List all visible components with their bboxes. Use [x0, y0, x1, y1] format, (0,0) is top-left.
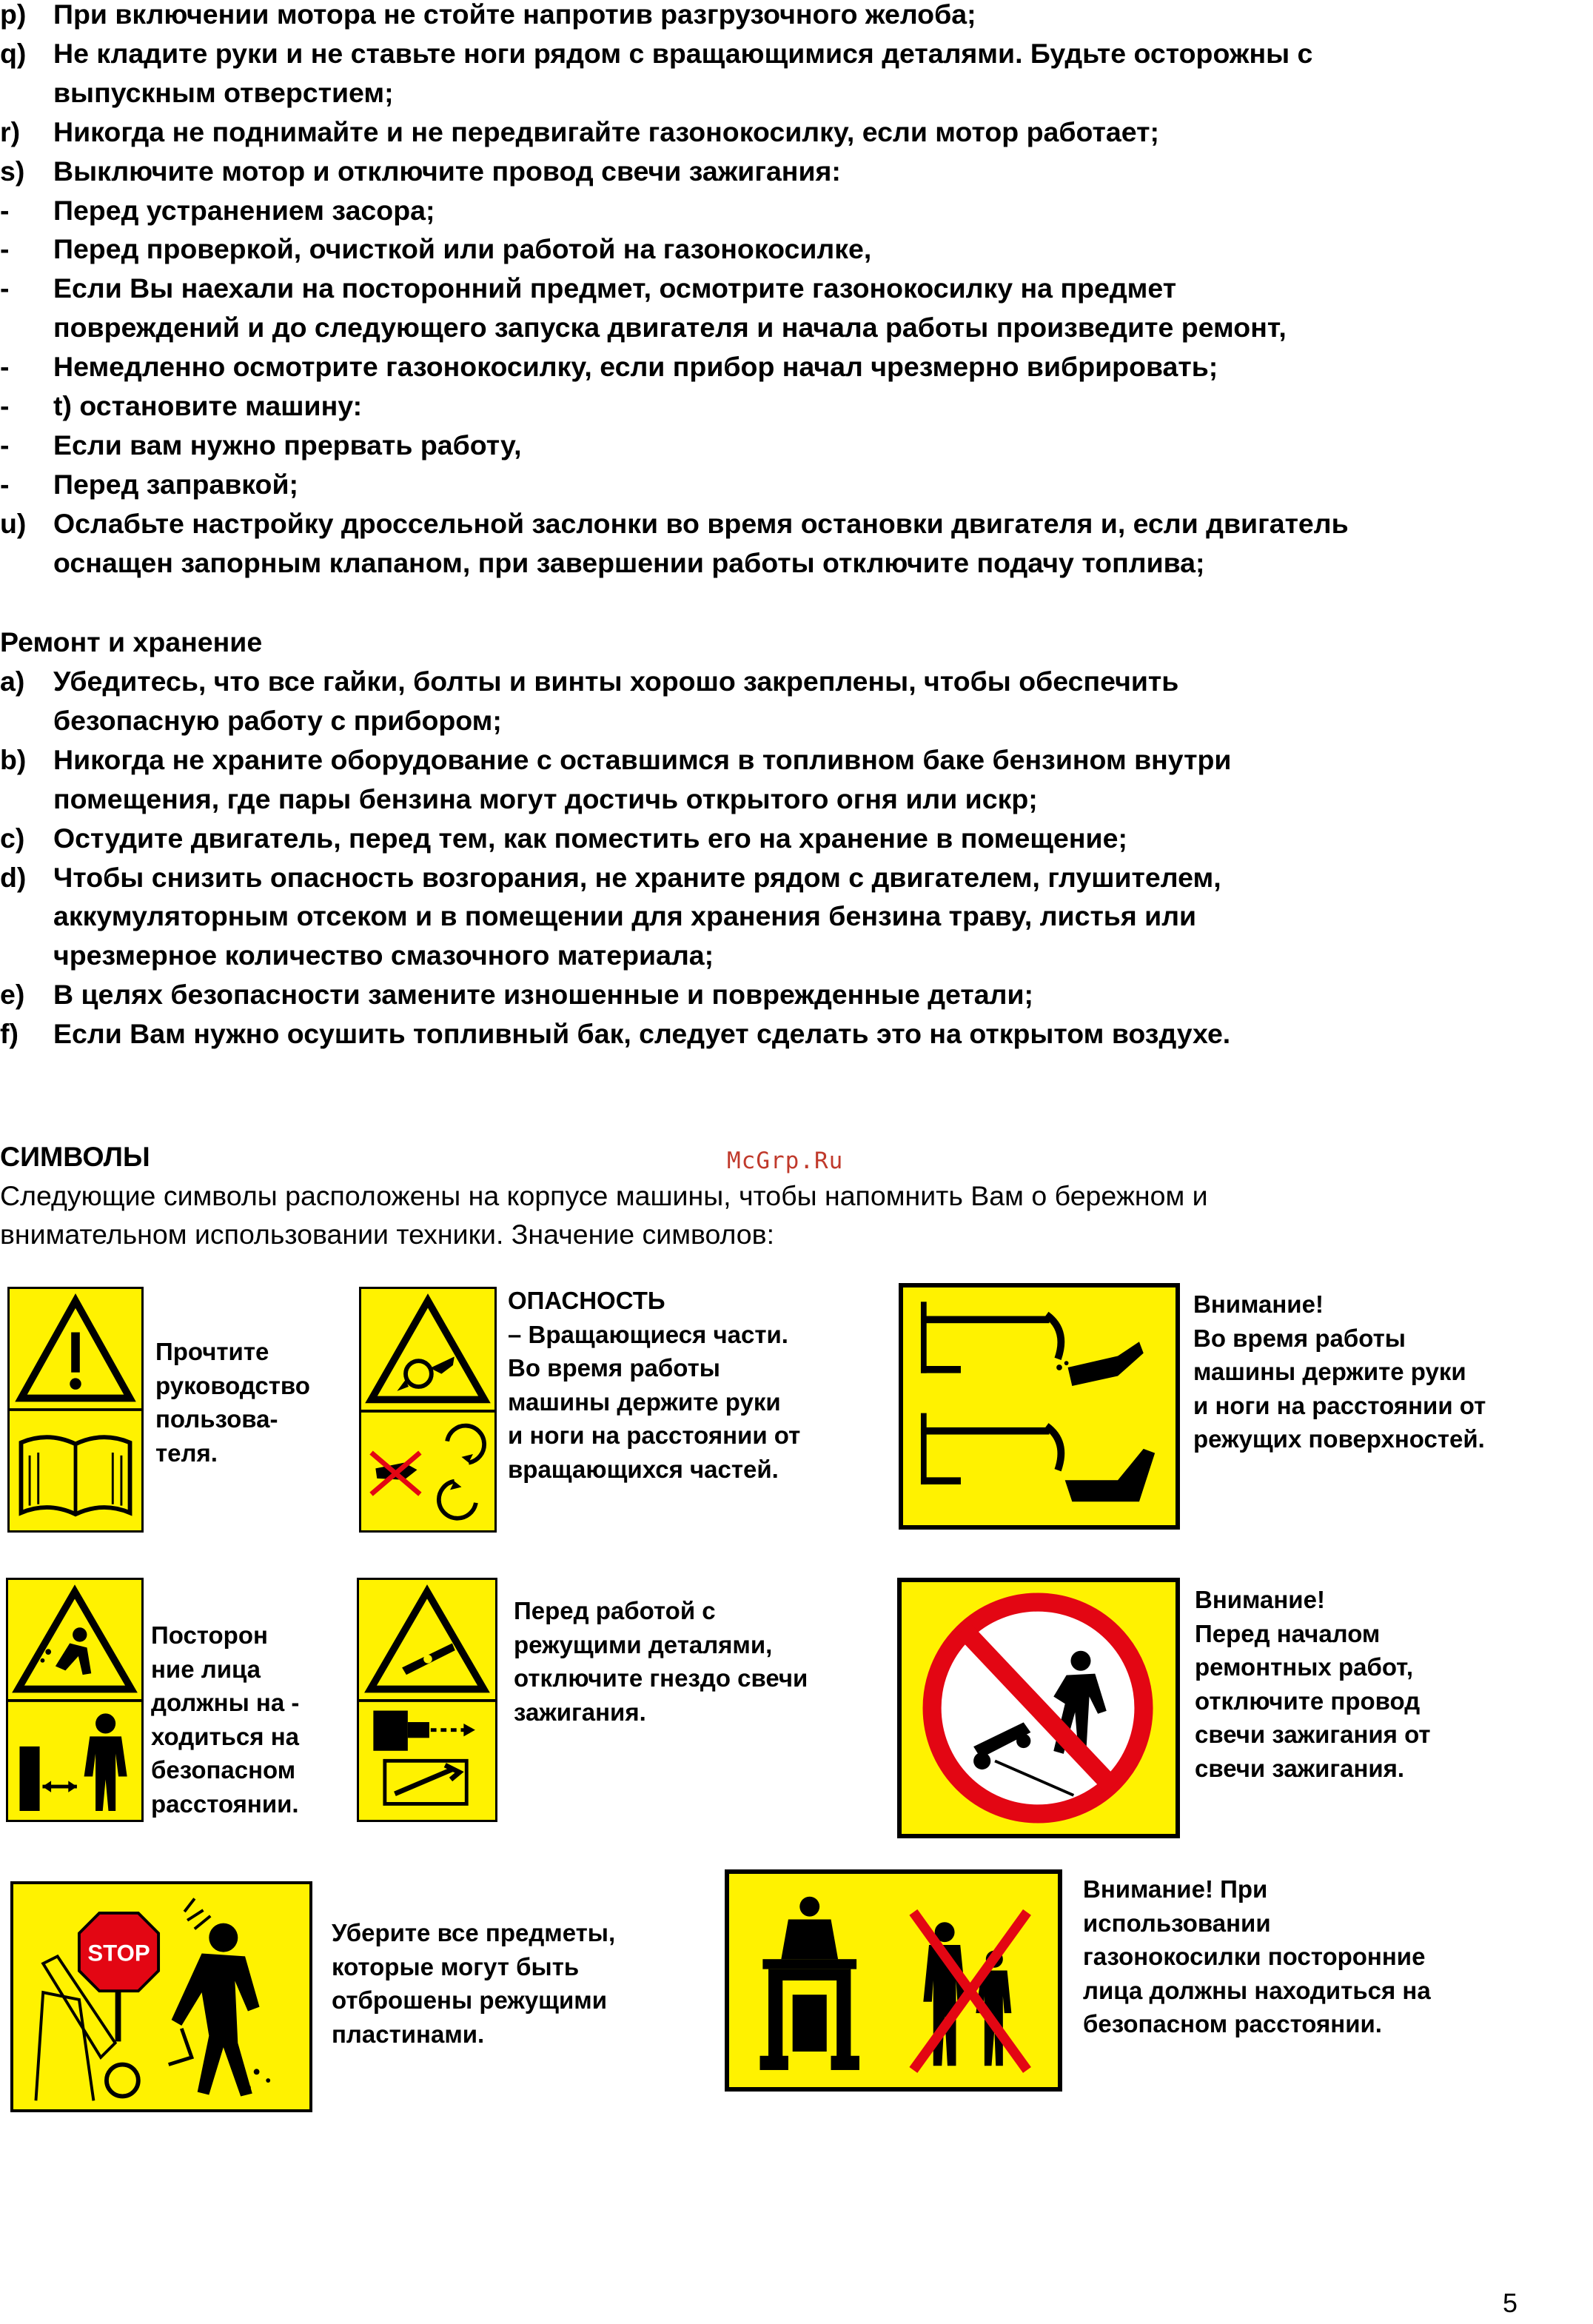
caption-line: которые могут быть: [332, 1952, 580, 1980]
no-repair-while-running-icon: [902, 1582, 1176, 1834]
read-manual-caption: [155, 1335, 310, 1470]
operator-no-bystanders-icon: [729, 1874, 1058, 2087]
cutting-surfaces-sign: [899, 1283, 1180, 1530]
safety-list-item-text: t) остановите машину:: [53, 390, 363, 421]
caption-line: отключите гнездо свечи: [514, 1664, 808, 1692]
caption-line: безопасном: [151, 1756, 296, 1784]
caption-line: Во время работы: [1193, 1324, 1406, 1352]
repair-list-item-label: b): [0, 743, 27, 775]
caption-line: ние лица: [151, 1655, 261, 1683]
caption-line: безопасном расстоянии.: [1083, 2010, 1382, 2037]
symbols-heading: СИМВОЛЫ: [0, 1141, 150, 1172]
repair-list-item-label: a): [0, 666, 25, 697]
spark-plug-cutting-caption: [514, 1594, 808, 1729]
repair-list-item-text: Убедитесь, что все гайки, болты и винты хорошо закреплены, чтобы обеспечить: [53, 666, 1179, 697]
caption-line: Прочтите: [155, 1338, 269, 1365]
repair-list-item-label: e): [0, 979, 25, 1011]
safety-list-item-text: Если вам нужно прервать работу,: [53, 429, 522, 461]
safety-list-item-label: -: [0, 429, 10, 461]
watermark: McGrp.Ru: [727, 1148, 844, 1174]
page-number: 5: [1503, 2288, 1518, 2318]
stop-sign-text: STOP: [87, 1940, 150, 1966]
caption-line: режущими деталями,: [514, 1630, 773, 1658]
caption-line: Внимание!: [1195, 1586, 1325, 1613]
repair-list-item-text: Чтобы снизить опасность возгорания, не храните рядом с двигателем, глушителем,: [53, 861, 1221, 893]
symbols-intro-line-1: Следующие символы расположены на корпусе машины, чтобы напомнить Вам о бережном и: [0, 1180, 1208, 1211]
caption-line: теля.: [155, 1439, 218, 1467]
caption-line: ОПАСНОСТЬ: [508, 1287, 665, 1314]
safety-list-item-text: повреждений и до следующего запуска двигателя и начала работы произведите ремонт,: [53, 312, 1287, 344]
caption-line: должны на -: [151, 1689, 300, 1716]
bystanders-mower-sign: [725, 1869, 1062, 2092]
thrown-objects-person-icon: [8, 1580, 141, 1820]
repair-list-item-label: f): [0, 1018, 19, 1050]
caption-line: Перед работой с: [514, 1597, 716, 1624]
blade-hand-foot-icon: [903, 1287, 1176, 1525]
caption-line: лица должны находиться на: [1083, 1976, 1431, 2004]
repair-list-item-text: Никогда не храните оборудование с оставшимся в топливном баке бензином внутри: [53, 743, 1232, 775]
repair-list-item-text: безопасную работу с прибором;: [53, 704, 502, 736]
bystanders-caption: [151, 1618, 299, 1821]
repair-spark-sign: [897, 1578, 1180, 1838]
safety-list-item-text: Перед устранением засора;: [53, 194, 435, 226]
safety-list-item-text: Выключите мотор и отключите провод свечи зажигания:: [53, 155, 841, 187]
safety-list-item-text: Если Вы наехали на посторонний предмет, осмотрите газонокосилку на предмет: [53, 272, 1177, 304]
caption-line: машины держите руки: [508, 1387, 781, 1416]
safety-list-item-label: -: [0, 272, 10, 304]
repair-list-item-text: аккумуляторным отсеком и в помещении для хранения бензина траву, листья или: [53, 900, 1197, 932]
repair-list-item-label: d): [0, 861, 27, 893]
safety-list-item-text: Немедленно осмотрите газонокосилку, если прибор начал чрезмерно вибрировать;: [53, 351, 1218, 383]
safety-list-item-label: -: [0, 233, 10, 265]
spark-plug-cutting-sign: [357, 1578, 497, 1822]
safety-list-item-text: Ослабьте настройку дроссельной заслонки во время остановки двигателя и, если двигатель: [53, 507, 1349, 539]
symbols-intro-line-2: внимательном использовании техники. Значение символов:: [0, 1219, 775, 1250]
caption-line: Во время работы: [508, 1354, 720, 1382]
read-manual-sign: [7, 1287, 144, 1533]
caption-line: вращающихся частей.: [508, 1455, 779, 1483]
caption-line: Внимание!: [1193, 1290, 1324, 1318]
caption-line: Посторон: [151, 1621, 268, 1649]
caption-line: – Вращающиеся части.: [508, 1320, 788, 1348]
warning-book-icon: [10, 1289, 141, 1530]
caption-line: свечи зажигания от: [1195, 1721, 1431, 1748]
repair-list-item-text: Если Вам нужно осушить топливный бак, следует сделать это на открытом воздухе.: [53, 1018, 1231, 1050]
caption-line: руководство: [155, 1371, 310, 1399]
bystanders-sign: [6, 1578, 144, 1822]
caption-line: отброшены режущими: [332, 1986, 607, 2014]
caption-line: пользова-: [155, 1405, 278, 1433]
caption-line: Уберите все предметы,: [332, 1919, 616, 1946]
caption-line: машины держите руки: [1193, 1358, 1466, 1385]
rotating-blade-hand-icon: [361, 1289, 494, 1530]
safety-list-item-label: -: [0, 351, 10, 383]
remove-objects-caption: [332, 1916, 615, 2051]
caption-line: Внимание! При: [1083, 1875, 1268, 1903]
repair-list-item-text: чрезмерное количество смазочного материала;: [53, 940, 714, 971]
caption-line: режущих поверхностей.: [1193, 1425, 1485, 1453]
safety-list-item-text: Перед заправкой;: [53, 468, 298, 500]
remove-objects-sign: [10, 1881, 312, 2112]
safety-list-item-label: u): [0, 507, 27, 539]
safety-list-item-text: При включении мотора не стойте напротив разгрузочного желоба;: [53, 0, 976, 30]
safety-list-item-label: p): [0, 0, 27, 30]
repair-heading: Ремонт и хранение: [0, 626, 263, 657]
caption-line: ходиться на: [151, 1722, 299, 1750]
bystanders-mower-caption: [1083, 1872, 1431, 2041]
safety-list-item-label: r): [0, 115, 21, 147]
safety-list-item-label: -: [0, 468, 10, 500]
caption-line: и ноги на расстоянии от: [1193, 1391, 1486, 1419]
caption-line: пластинами.: [332, 2020, 485, 2048]
safety-list-item-label: -: [0, 194, 10, 226]
safety-list-item-label: s): [0, 155, 25, 187]
caption-line: ремонтных работ,: [1195, 1653, 1414, 1681]
repair-spark-caption: [1195, 1583, 1431, 1785]
safety-list-item-text: Не кладите руки и не ставьте ноги рядом с вращающимися деталями. Будьте осторожны с: [53, 37, 1313, 69]
rotating-parts-sign: [359, 1287, 497, 1533]
stop-sign-person-icon: [13, 1884, 309, 2109]
safety-list-item-text: Никогда не поднимайте и не передвигайте газонокосилку, если мотор работает;: [53, 115, 1159, 147]
caption-line: Перед началом: [1195, 1619, 1381, 1647]
safety-list-item-text: Перед проверкой, очисткой или работой на газонокосилке,: [53, 233, 872, 265]
caption-line: использовании: [1083, 1909, 1271, 1937]
caption-line: зажигания.: [514, 1698, 646, 1726]
caption-line: свечи зажигания.: [1195, 1754, 1405, 1782]
repair-list-item-text: В целях безопасности замените изношенные и поврежденные детали;: [53, 979, 1033, 1011]
caption-line: и ноги на расстоянии от: [508, 1421, 801, 1449]
safety-list-item-text: оснащен запорным клапаном, при завершении работы отключите подачу топлива;: [53, 546, 1205, 578]
rotating-parts-caption: [508, 1284, 800, 1486]
repair-list-item-label: c): [0, 822, 25, 854]
blade-spark-plug-wrench-icon: [359, 1580, 495, 1820]
cutting-surfaces-caption: [1193, 1287, 1486, 1456]
safety-list-item-label: q): [0, 37, 27, 69]
caption-line: расстоянии.: [151, 1789, 299, 1818]
safety-list-item-text: выпускным отверстием;: [53, 76, 394, 108]
caption-line: газонокосилки посторонние: [1083, 1943, 1426, 1970]
safety-list-item-label: -: [0, 390, 10, 421]
repair-list-item-text: Остудите двигатель, перед тем, как поместить его на хранение в помещение;: [53, 822, 1127, 854]
repair-list-item-text: помещения, где пары бензина могут достичь открытого огня или искр;: [53, 783, 1038, 814]
caption-line: отключите провод: [1195, 1687, 1421, 1715]
